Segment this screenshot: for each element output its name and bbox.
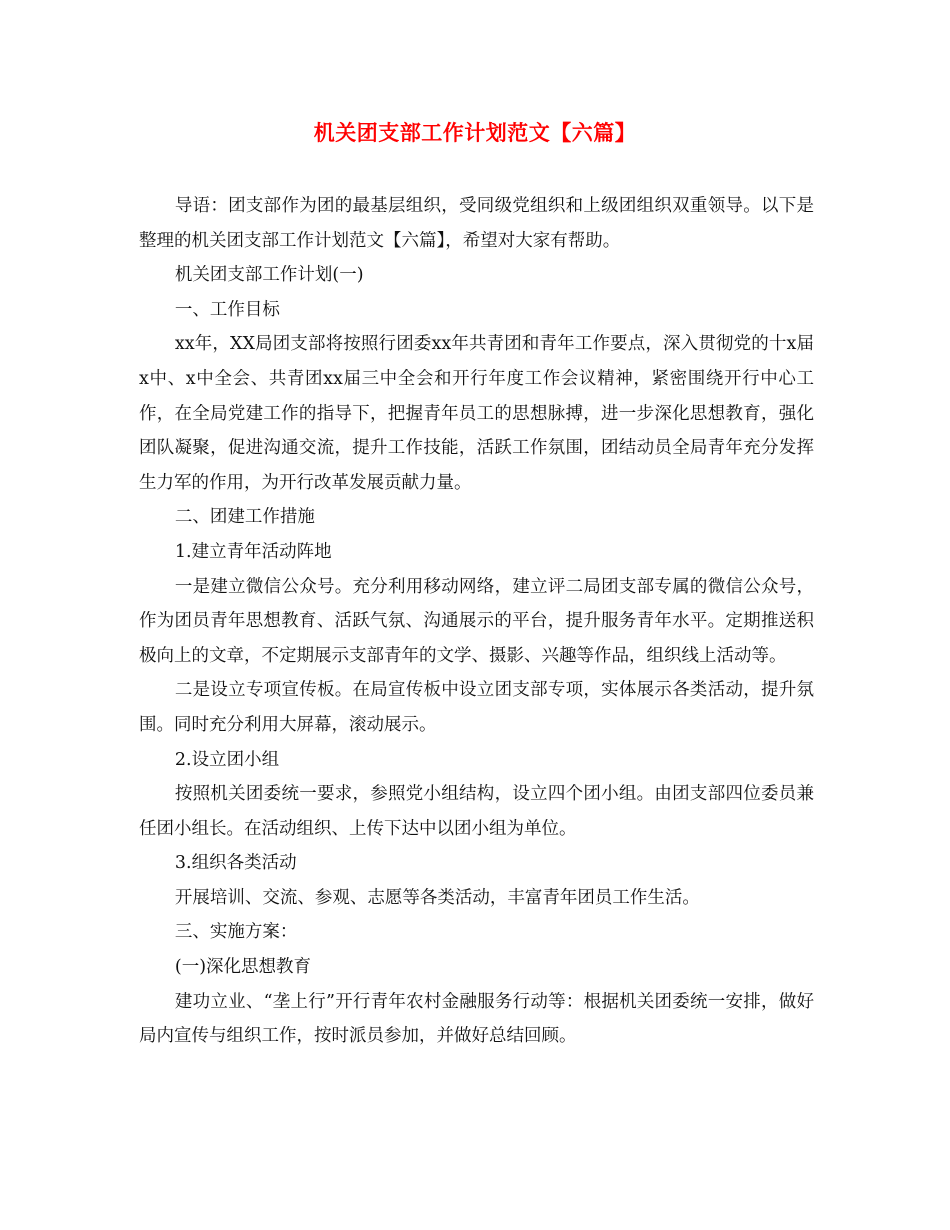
- heading-work-goals: 一、工作目标: [174, 299, 280, 320]
- heading-league-measures: 二、团建工作措施: [174, 507, 315, 528]
- subheading-ideological-education: (一)深化思想教育: [174, 957, 312, 978]
- paragraph-league-groups: 按照机关团委统一要求，参照党小组结构，设立四个团小组。由团支部四位委员兼任团小组长。在活动组织、上传下达中以团小组为单位。: [139, 784, 814, 839]
- section-heading-plan-one: 机关团支部工作计划(一): [174, 265, 364, 286]
- heading-implementation: 三、实施方案：: [174, 922, 298, 943]
- paragraph-ideological-education: 建功立业、“垄上行”开行青年农村金融服务行动等：根据机关团委统一安排，做好局内宣传与组织工作，按时派员参加，并做好总结回顾。: [139, 991, 814, 1047]
- document-title: 机关团支部工作计划范文【六篇】: [313, 120, 637, 145]
- paragraph-publicity-board: 二是设立专项宣传板。在局宣传板中设立团支部专项，实体展示各类活动，提升氛围。同时充分利用大屏幕，滚动展示。: [139, 680, 814, 735]
- subheading-activities: 3.组织各类活动: [174, 853, 297, 874]
- paragraph-work-goals: xx年，XX局团支部将按照行团委xx年共青团和青年工作要点，深入贯彻党的十x届x中、x中全会、共青团xx届三中全会和开行年度工作会议精神，紧密围绕开行中心工作，在全局党建工作的指导下，把握青年员工的思想脉搏，进一步深化思想教育，强化团队凝聚，促进沟通交流，提升工作技能，活跃工作氛围，团结动员全局青年充分发挥生力军的作用，为开行改革发展贡献力量。: [139, 334, 814, 493]
- subheading-youth-base: 1.建立青年活动阵地: [174, 541, 332, 562]
- paragraph-activities: 开展培训、交流、参观、志愿等各类活动，丰富青年团员工作生活。: [174, 887, 700, 908]
- document-body: [139, 189, 814, 1054]
- intro-paragraph: 导语：团支部作为团的最基层组织，受同级党组织和上级团组织双重领导。以下是整理的机关团支部工作计划范文【六篇】，希望对大家有帮助。: [139, 196, 814, 251]
- subheading-league-groups: 2.设立团小组: [174, 749, 280, 770]
- paragraph-wechat-account: 一是建立微信公众号。充分利用移动网络，建立评二局团支部专属的微信公众号，作为团员青年思想教育、活跃气氛、沟通展示的平台，提升服务青年水平。定期推送积极向上的文章，不定期展示支部青年的文学、摄影、兴趣等作品，组织线上活动等。: [139, 576, 814, 666]
